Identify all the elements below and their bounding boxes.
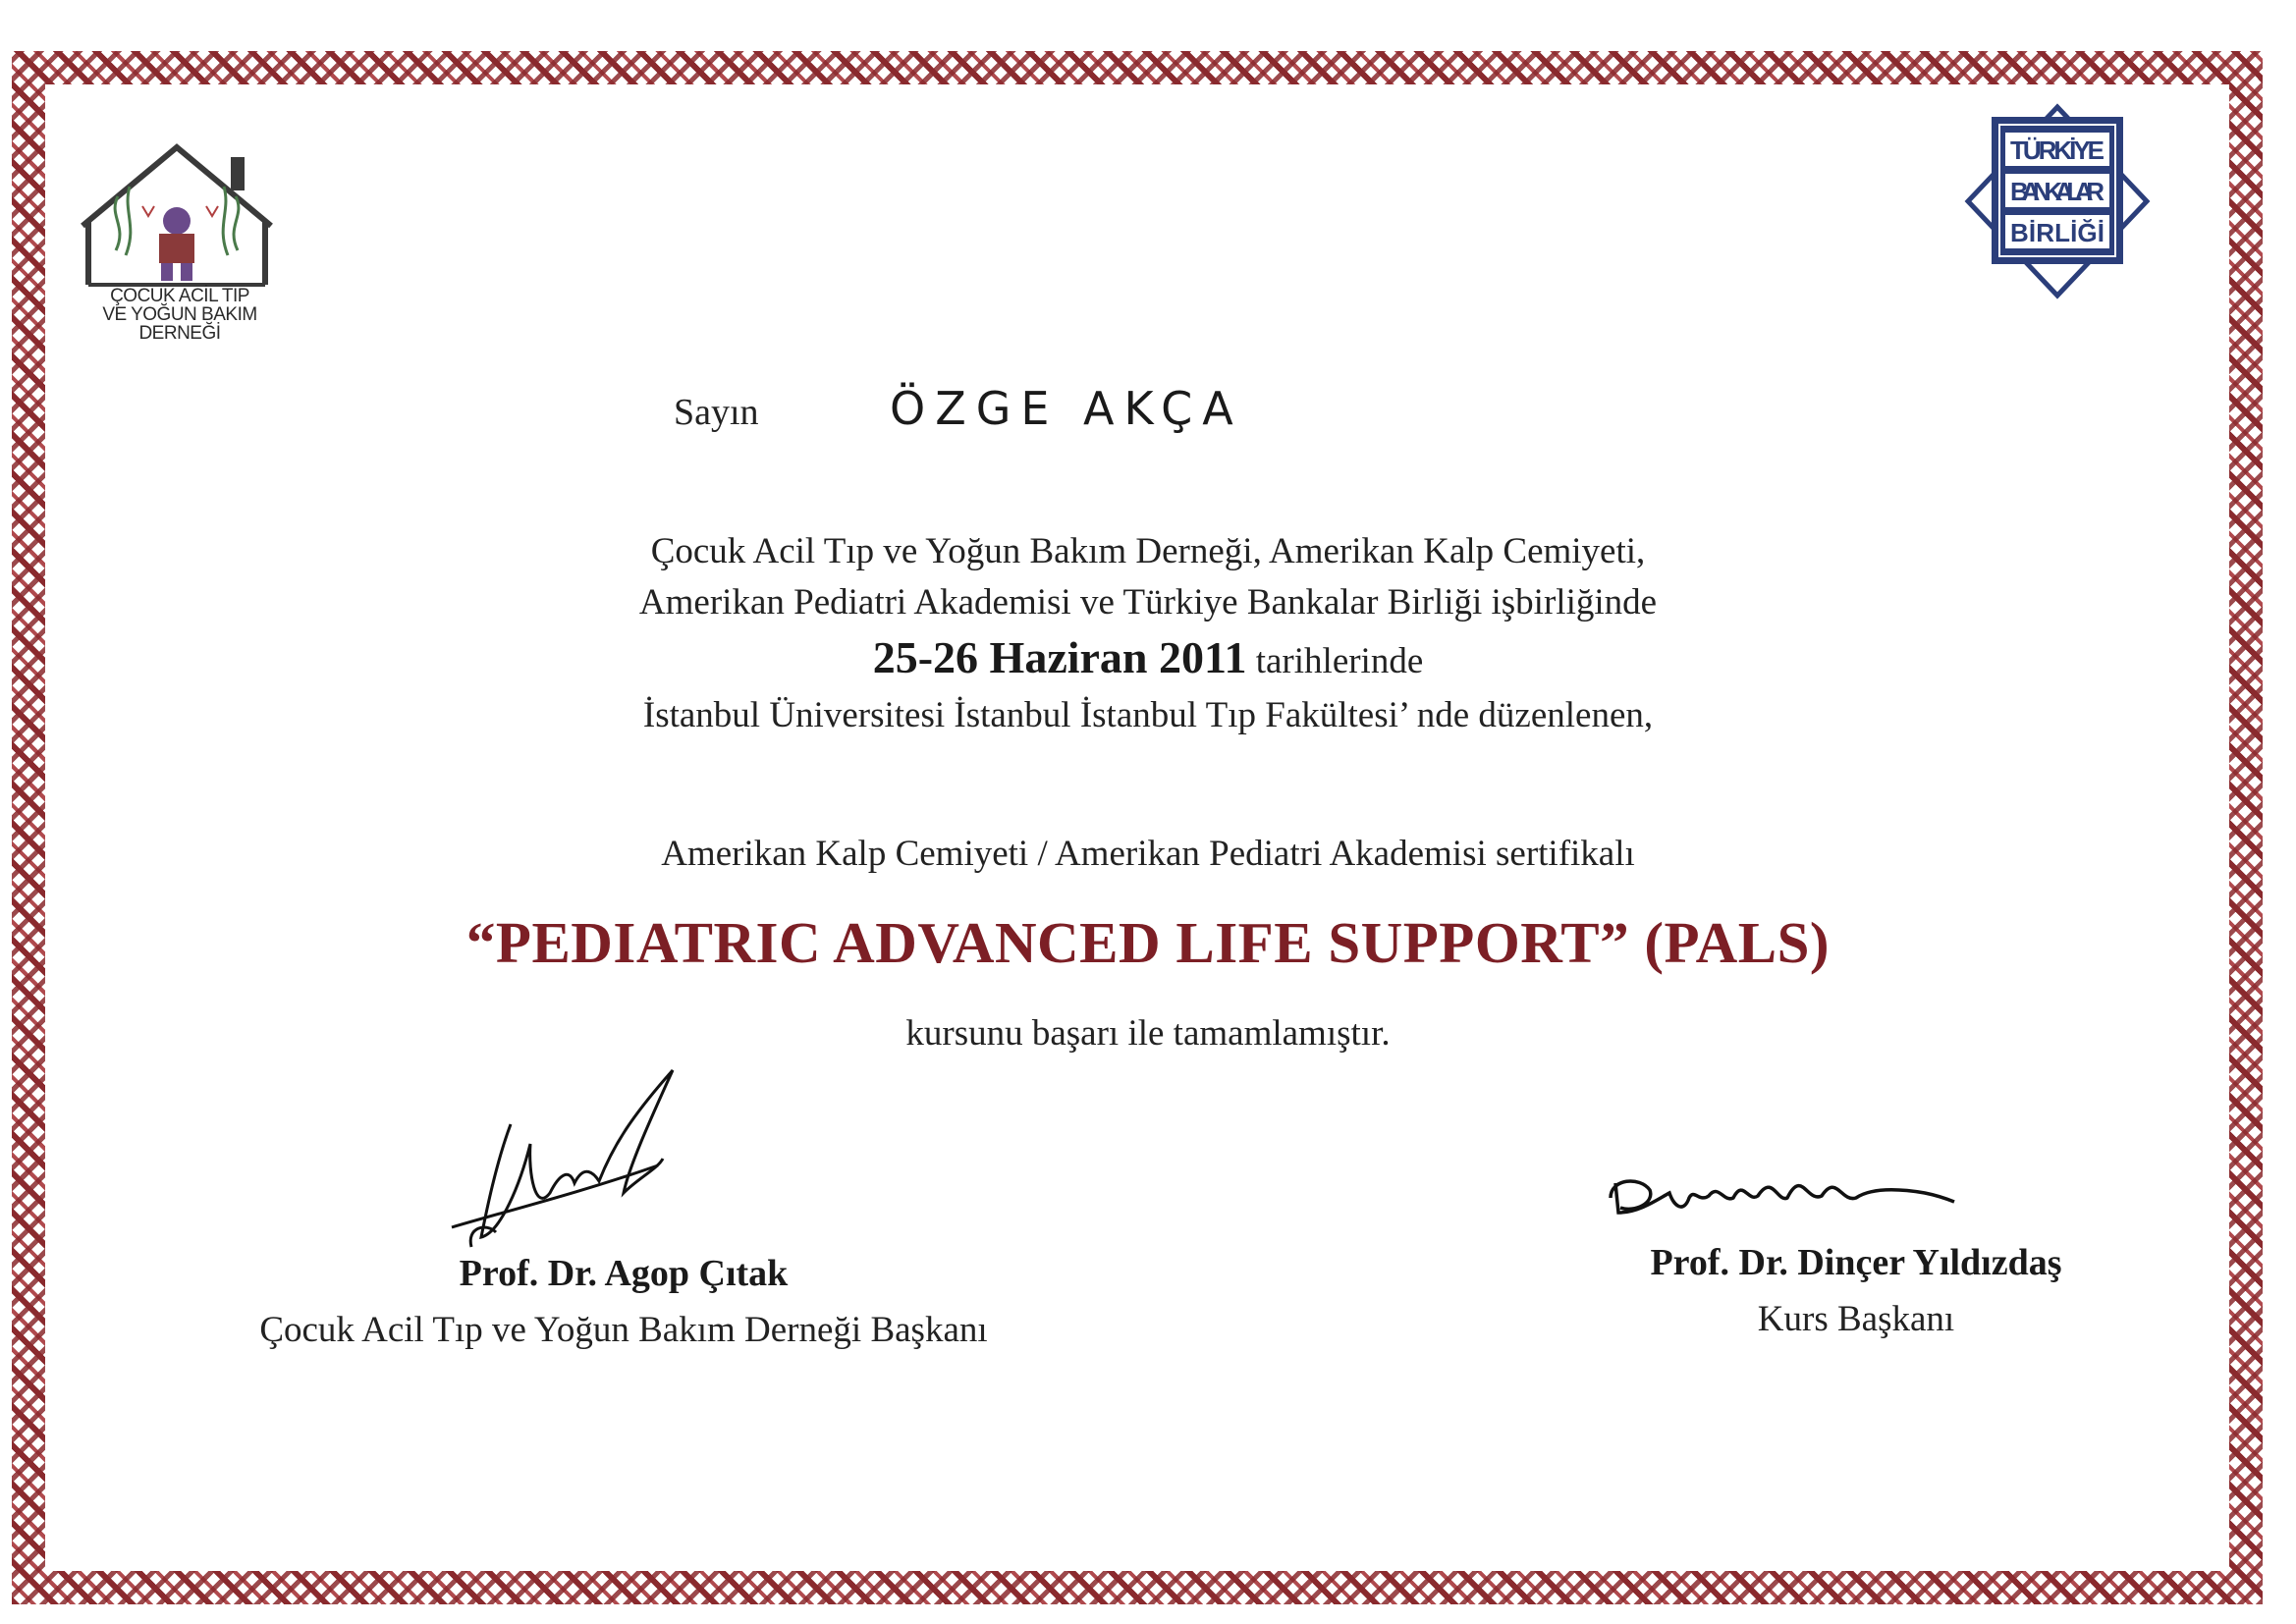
bank-union-logo-icon	[1964, 103, 2151, 299]
body-line-4: İstanbul Üniversitesi İstanbul İstanbul Tıp Fakültesi’ nde düzenlenen,	[642, 695, 1654, 735]
bank-logo-line1: TÜRKİYE	[2010, 135, 2105, 165]
signatory-right-role: Kurs Başkanı	[1757, 1299, 1955, 1339]
bank-logo-line3: BİRLİĞİ	[2010, 218, 2105, 247]
bank-logo-line2: BANKALAR	[2010, 177, 2105, 206]
signature-left	[412, 1065, 687, 1252]
signatory-left-name: Prof. Dr. Agop Çıtak	[459, 1253, 789, 1294]
signatory-left-role: Çocuk Acil Tıp ve Yoğun Bakım Derneği Başkanı	[259, 1310, 988, 1350]
date-suffix: tarihlerinde	[1246, 641, 1424, 681]
course-date: 25-26 Haziran 2011	[872, 632, 1247, 682]
signatory-right	[1542, 1241, 2170, 1340]
body-line-5: Amerikan Kalp Cemiyeti / Amerikan Pediatri Akademisi sertifikalı	[661, 834, 1635, 874]
body-line-1: Çocuk Acil Tıp ve Yoğun Bakım Derneği, Amerikan Kalp Cemiyeti,	[650, 531, 1646, 571]
body-line-2: Amerikan Pediatri Akademisi ve Türkiye Bankalar Birliği işbirliğinde	[638, 582, 1658, 623]
recipient-name-text: ÖZGE AKÇA	[890, 382, 1243, 435]
recipient-name	[884, 365, 1355, 444]
course-title: “PEDIATRIC ADVANCED LIFE SUPPORT” (PALS)	[465, 910, 1831, 975]
salutation: Sayın	[674, 392, 759, 433]
association-logo-text: ÇOCUK ACİL TIP VE YOĞUN BAKIM DERNEĞİ	[102, 286, 257, 344]
signatory-left	[177, 1252, 1070, 1351]
date-line	[0, 631, 2296, 683]
completion-text: kursunu başarı ile tamamlamıştır.	[905, 1013, 1391, 1054]
signatory-right-name: Prof. Dr. Dinçer Yıldızdaş	[1650, 1242, 2062, 1283]
signature-right	[1601, 1159, 1974, 1237]
